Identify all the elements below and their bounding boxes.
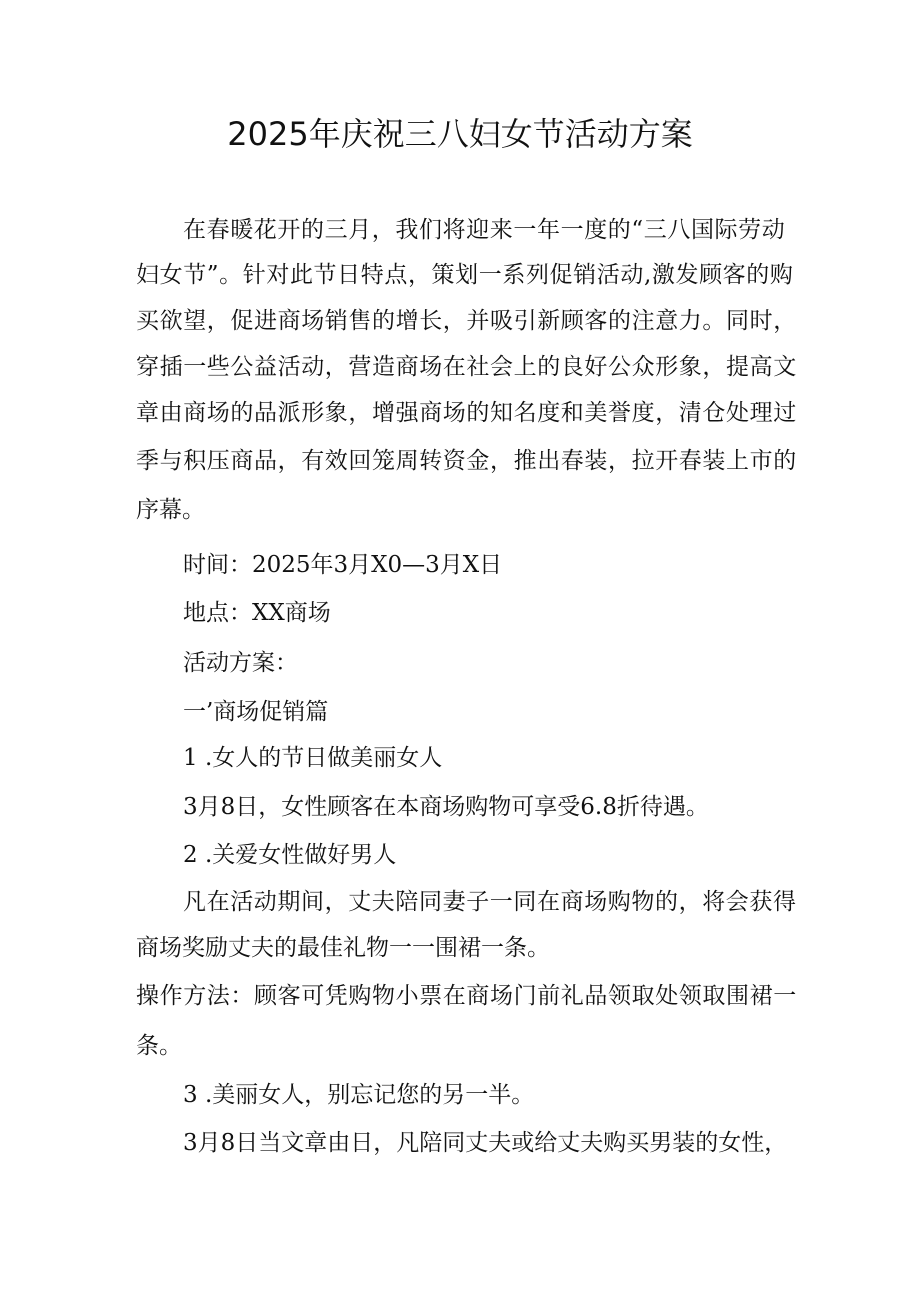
- operation-line-1: 操作方法：顾客可凭购物小票在商场门前礼品领取处领取围裙一: [136, 983, 797, 1009]
- item-1-title: 1 .女人的节日做美丽女人: [183, 745, 443, 771]
- item-1-text: 3月8日，女性顾客在本商场购物可享受6.8折待遇。: [183, 794, 709, 820]
- item-2-text-line-2: 商场奖励丈夫的最佳礼物一一围裙一条。: [136, 935, 550, 961]
- intro-line-1: 在春暖花开的三月，我们将迎来一年一度的“三八国际劳动: [183, 217, 786, 243]
- item-2-title: 2 .关爱女性做好男人: [183, 842, 397, 868]
- intro-line-4: 穿插一些公益活动，营造商场在社会上的良好公众形象，提高文: [136, 354, 797, 380]
- document-title: 2025年庆祝三八妇女节活动方案: [227, 115, 693, 153]
- intro-line-7: 序幕。: [136, 497, 205, 523]
- operation-line-2: 条。: [136, 1033, 182, 1059]
- section-1-heading: 一’商场促销篇: [183, 699, 329, 725]
- plan-heading: 活动方案：: [183, 650, 298, 676]
- item-2-text-line-1: 凡在活动期间，丈夫陪同妻子一同在商场购物的，将会获得: [183, 889, 797, 915]
- intro-line-3: 买欲望，促进商场销售的增长，并吸引新顾客的注意力。同时，: [136, 308, 797, 334]
- item-3-text: 3月8日当文章由日，凡陪同丈夫或给丈夫购买男装的女性，: [183, 1130, 788, 1156]
- intro-line-2: 妇女节”。针对此节日特点，策划一系列促销活动,激发顾客的购: [136, 262, 794, 288]
- event-place: 地点：XX商场: [183, 600, 331, 626]
- intro-line-6: 季与积压商品，有效回笼周转资金，推出春装，拉开春装上市的: [136, 448, 797, 474]
- event-time: 时间：2025年3月X0—3月X日: [183, 552, 503, 578]
- intro-line-5: 章由商场的品派形象，增强商场的知名度和美誉度，清仓处理过: [136, 400, 797, 426]
- item-3-title: 3 .美丽女人，别忘记您的另一半。: [183, 1082, 535, 1108]
